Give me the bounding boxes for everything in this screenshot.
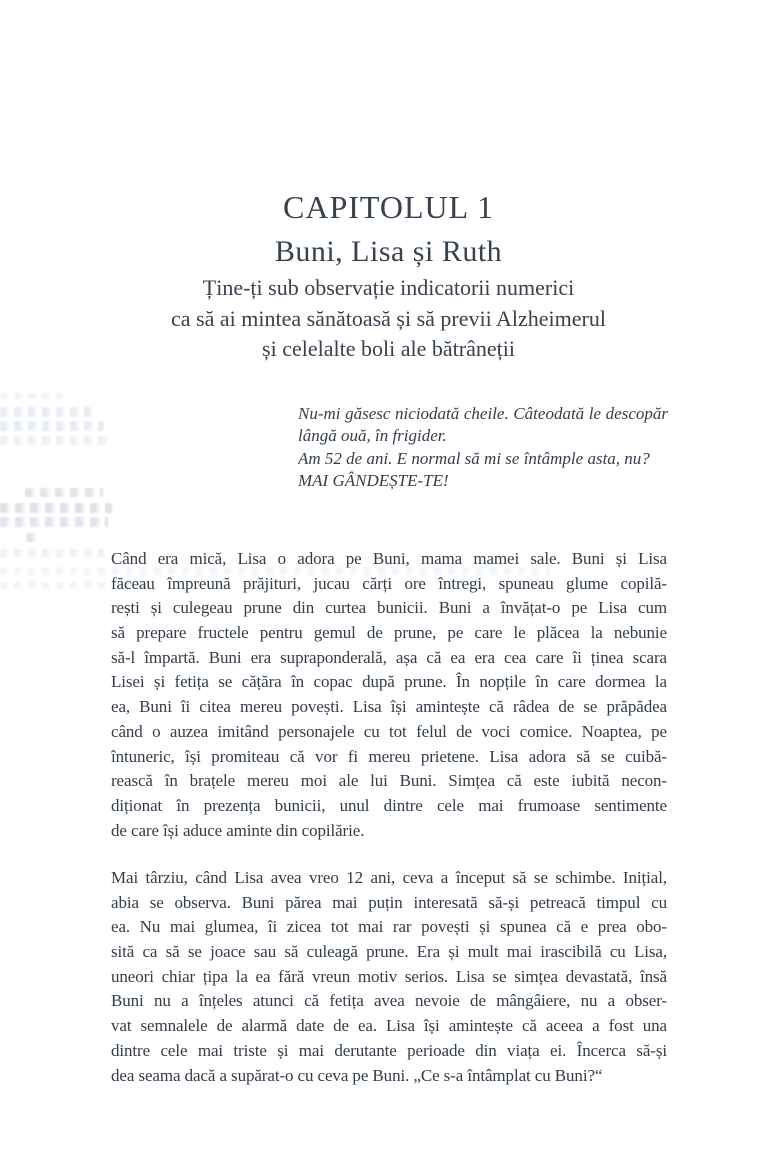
bleed-through-artifact	[26, 533, 38, 542]
body-paragraph	[111, 547, 667, 843]
bleed-through-artifact	[0, 407, 95, 417]
chapter-number-heading: CAPITOLUL 1	[283, 189, 494, 225]
text-line: să-l împartă. Buni era supraponderală, așa că ea era cea care îi ținea scara	[111, 647, 667, 667]
text-line: ea. Nu mai glumea, îi zicea tot mai rar povești și spunea că e prea obo-	[111, 917, 667, 937]
chapter-subtitle-line: Ține-ți sub observație indicatorii numerici	[202, 275, 575, 300]
text-line: Mai târziu, când Lisa avea vreo 12 ani, ceva a început să se schimbe. Inițial,	[111, 868, 667, 887]
text-line: vat semnalele de alarmă date de ea. Lisa își amintește că aceea a fost una	[111, 1016, 667, 1036]
text-line: diționat în prezența bunicii, unul dintre cele mai frumoase sentimente	[111, 795, 667, 815]
text-line: întuneric, își promiteau că vor fi mereu prietene. Lisa adora să se cuibă-	[111, 746, 667, 766]
epigraph-line: MAI GÂNDEȘTE-TE!	[298, 471, 449, 491]
text-line: uneori chiar țipa la ea fără vreun motiv serios. Lisa se simțea devastată, însă	[111, 966, 667, 986]
text-line: dea seama dacă a supărat-o cu ceva pe Buni. „Ce s-a întâmplat cu Buni?“	[111, 1065, 603, 1085]
bleed-through-artifact	[0, 436, 110, 445]
text-line: să prepare fructele pentru gemul de prune, pe care le plăcea la nebunie	[111, 623, 667, 643]
epigraph-line: lângă ouă, în frigider.	[298, 426, 447, 446]
bleed-through-artifact	[0, 503, 112, 513]
chapter-subtitle-line: ca să ai mintea sănătoasă și să previi Alzheimerul	[171, 306, 606, 331]
text-line: rești și culegeau prune din curtea bunicii. Buni a învățat-o pe Lisa cum	[111, 598, 667, 618]
text-line: de care își aduce aminte din copilărie.	[111, 820, 365, 840]
text-line: dintre cele mai triste și mai derutante perioade din viața ei. Încerca să-și	[111, 1040, 667, 1060]
bleed-through-artifact	[25, 488, 103, 497]
bleed-through-artifact	[0, 517, 108, 527]
text-line: făceau împreună prăjituri, jucau cărți ore întregi, spuneau glume copilă-	[111, 573, 667, 593]
text-line: ea, Buni îi citea mereu povești. Lisa își amintește că râdea de se prăpădea	[111, 697, 667, 717]
text-line: Când era mică, Lisa o adora pe Buni, mama mamei sale. Buni și Lisa	[111, 549, 667, 568]
bleed-through-artifact	[0, 549, 105, 557]
text-line: Lisei și fetița se cățăra în copac după prune. În nopțile în care dormea la	[111, 672, 667, 692]
chapter-title: Buni, Lisa și Ruth	[274, 235, 503, 268]
text-line: Buni nu a înțeles atunci că fetița avea nevoie de mângâiere, nu a obser-	[111, 991, 667, 1011]
body-paragraph	[111, 866, 667, 1088]
epigraph-line: Am 52 de ani. E normal să mi se întâmple asta, nu?	[298, 448, 650, 468]
text-line: abia se observa. Buni părea mai puțin interesată să-și petreacă timpul cu	[111, 892, 667, 912]
bleed-through-artifact	[0, 393, 70, 399]
text-line: rească în brațele mereu moi ale lui Buni. Simțea că este iubită necon-	[111, 771, 667, 791]
bleed-through-artifact	[0, 421, 104, 431]
text-line: sită ca să se joace sau să culeagă prune. Era și mult mai irascibilă cu Lisa,	[111, 942, 667, 962]
chapter-subtitle-line: și celelalte boli ale bătrâneții	[262, 336, 515, 361]
epigraph-quote	[298, 403, 668, 493]
text-line: când o auzea imitând personajele cu tot felul de voci comice. Noaptea, pe	[111, 721, 667, 741]
epigraph-line: Nu-mi găsesc niciodată cheile. Câteodată le descopăr	[298, 404, 668, 423]
